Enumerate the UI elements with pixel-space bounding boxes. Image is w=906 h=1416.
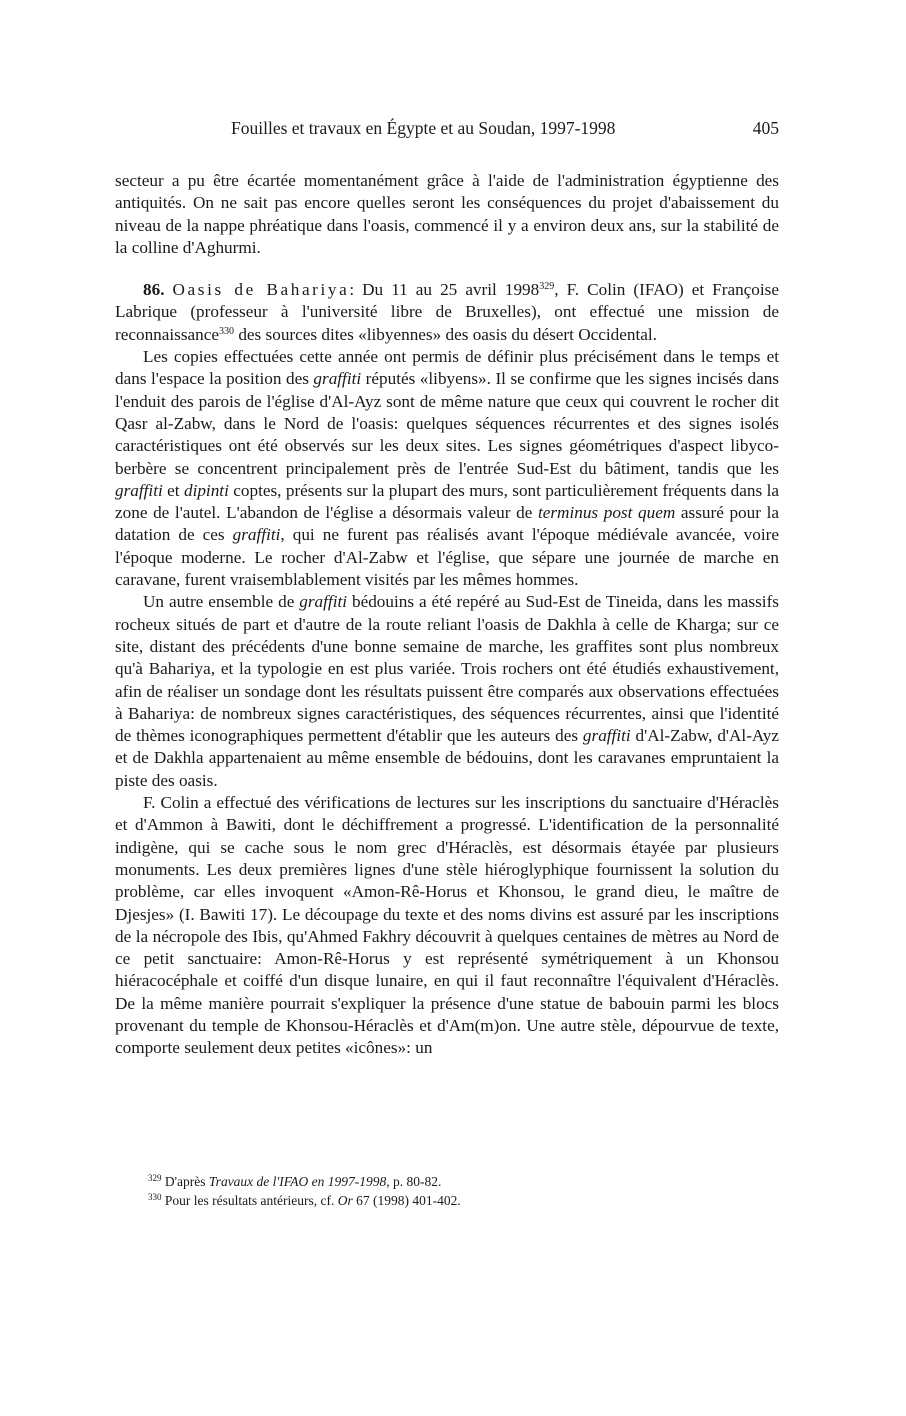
text-run: des sources dites «libyennes» des oasis du désert Occidental.	[234, 324, 657, 344]
paragraph: F. Colin a effectué des vérifications de lectures sur les inscriptions du sanctuaire d'Héraclès et d'Ammon à Bawiti, dont le déchiffrement a progressé. L'identification de la personnalité indigène, qui se cache sous le nom grec d'Héraclès, est désormais étayée par plusieurs monuments. Les deux premières lignes d'une stèle hiéroglyphique fournissent la solution du problème, car elles invoquent «Amon-Rê-Horus et Khonsou, le grand dieu, le maître de Djesjes» (I. Bawiti 17). Le découpage du texte et des noms divins est assuré par les inscriptions de la nécropole des Ibis, qu'Ahmed Fakhry découvrit à quelques centaines de mètres au Nord de ce petit sanctuaire: Amon-Rê-Horus y est représenté symétriquement à un Khonsou hiéracocéphale et coiffé d'un disque lunaire, en qui il faut reconnaître l'équivalent d'Héraclès. De la même manière pourrait s'expliquer la présence d'une statue de babouin parmi les blocs provenant du temple de Khonsou-Héraclès et d'Am(m)on. Une autre stèle, dépourvue de texte, comporte seulement deux petites «icônes»: un	[115, 793, 779, 1058]
main-text	[115, 170, 779, 1060]
footnotes	[148, 1172, 788, 1210]
section-number: 86.	[143, 280, 165, 300]
page-number: 405	[752, 118, 779, 138]
italic-title: Or	[337, 1193, 353, 1208]
text-run: Un autre ensemble de	[143, 592, 300, 612]
footnote-330	[148, 1191, 788, 1210]
text-run: , qui ne furent pas réalisés avant l'époque médiévale avancée, voire l'époque moderne. Le rocher d'Al-Zabw et l'église, que sépare une journée de marche en caravane, furent vraisemblablement visités par les mêmes hommes.	[115, 525, 779, 590]
italic-term: graffiti	[115, 480, 163, 500]
footnote-number: 330	[148, 1192, 162, 1202]
paragraph-section-86	[115, 279, 779, 346]
footnote-329	[148, 1172, 788, 1191]
paragraph	[115, 346, 779, 591]
text-run: coptes, présents sur la plupart des murs, sont particulièrement fréquents dans la zone de l'autel. L'abandon de l'église a désormais valeur de	[115, 480, 779, 523]
section-place-name: Oasis de Bahariya	[172, 280, 350, 300]
text-run: Les copies effectuées cette année ont permis de définir plus précisément dans le temps et dans l'espace la position des	[115, 347, 779, 389]
footnote-ref: 329	[539, 281, 555, 293]
text-run: , F. Colin (IFAO) et Françoise Labrique (professeur à l'université libre de Bruxelles), ont effectué une mission de reconnaissance	[115, 280, 779, 344]
italic-term: terminus post quem	[537, 503, 676, 523]
footnote-number: 329	[148, 1173, 162, 1183]
text-run: assuré pour la datation de ces	[115, 503, 779, 545]
italic-term: graffiti	[313, 369, 362, 389]
italic-term: dipinti	[183, 480, 229, 500]
text-run: 67 (1998) 401-402.	[352, 1193, 461, 1208]
italic-title: Travaux de l'IFAO en 1997-1998	[208, 1174, 387, 1189]
italic-term: graffiti	[299, 592, 348, 612]
text-run: et	[162, 480, 184, 500]
italic-term: graffiti	[582, 726, 631, 746]
text-run: : Du 11 au 25 avril 1998	[349, 280, 540, 300]
italic-term: graffiti	[232, 525, 281, 545]
text-run: Pour les résultats antérieurs, cf.	[161, 1193, 338, 1208]
text-run: d'Al-Zabw, d'Al-Ayz et de Dakhla appartenaient au même ensemble de bédouins, dont les caravanes empruntaient la piste des oasis.	[115, 726, 779, 790]
running-header	[115, 118, 779, 142]
running-title: Fouilles et travaux en Égypte et au Soudan, 1997-1998	[231, 118, 616, 138]
text-run: D'après	[161, 1174, 209, 1189]
paragraph	[115, 591, 779, 792]
text-run: réputés «libyens». Il se confirme que les signes incisés dans l'enduit des parois de l'église d'Al-Ayz sont de même nature que ceux qui couvrent le rocher dit Qasr al-Zabw, dans le Nord de l'oasis: quelques séquences récurrentes et des signes isolés caractéristiques ont été observés sur les deux sites. Les signes géométriques d'aspect libyco-berbère se concentrent principalement près de l'entrée Sud-Est du bâtiment, tandis que les	[115, 369, 779, 478]
footnote-ref: 330	[219, 325, 235, 337]
text-run: bédouins a été repéré au Sud-Est de Tineida, dans les massifs rocheux situés de part et d'autre de la route reliant l'oasis de Dakhla à celle de Kharga; sur ce site, distant des précédents d'une bonne semaine de marche, les graffites sont plus nombreux qu'à Bahariya, et la typologie en est plus variée. Trois rochers ont été étudiés exhaustivement, afin de réaliser un sondage dont les résultats puissent être comparés aux observations effectuées à Bahariya: de nombreux signes caractéristiques, des séquences récurrentes, ainsi que l'identité de thèmes iconographiques permettent d'établir que les auteurs des	[115, 592, 779, 746]
text-run: , p. 80-82.	[386, 1174, 442, 1189]
paragraph-continuation: secteur a pu être écartée momentanément grâce à l'aide de l'administration égyptienne des antiquités. On ne sait pas encore quelles seront les conséquences du projet d'abaissement du niveau de la nappe phréatique dans l'oasis, commencé il y a environ deux ans, sur la stabilité de la colline d'Aghurmi.	[115, 171, 779, 257]
